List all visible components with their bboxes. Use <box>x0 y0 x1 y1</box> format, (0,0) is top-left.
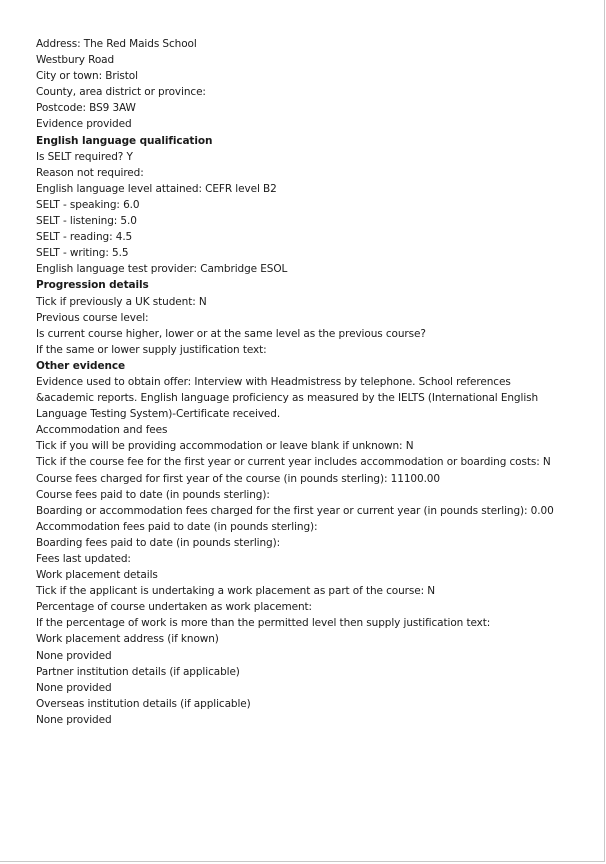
document-line: County, area district or province: <box>36 86 206 99</box>
document-line: Tick if you will be providing accommodation or leave blank if unknown: N <box>36 440 414 453</box>
document-line: Partner institution details (if applicable) <box>36 665 240 678</box>
section-heading: Progression details <box>36 279 149 292</box>
document-line: Fees last updated: <box>36 553 131 565</box>
document-line: None provided <box>36 681 112 694</box>
document-line: Evidence used to obtain offer: Interview with Headmistress by telephone. School references &academic reports. English language proficiency as measured by the IELTS (International English Language Testing System)-Certificate received. <box>36 375 539 421</box>
document-line: Tick if previously a UK student: N <box>36 295 207 308</box>
document-line: Boarding or accommodation fees charged for the first year or current year (in pounds sterling): 0.00 <box>36 504 554 517</box>
document-line: Postcode: BS9 3AW <box>36 102 136 115</box>
document-line: Work placement details <box>36 569 158 582</box>
document-line: Course fees charged for first year of the course (in pounds sterling): 11100.00 <box>36 472 440 485</box>
document-line: SELT - writing: 5.5 <box>36 247 129 260</box>
document-line: English language level attained: CEFR level B2 <box>36 182 277 195</box>
document-line: Is SELT required? Y <box>36 150 133 163</box>
document-line: Overseas institution details (if applicable) <box>36 697 251 710</box>
document-line: Accommodation fees paid to date (in pounds sterling): <box>36 520 318 533</box>
document-line: SELT - reading: 4.5 <box>36 231 133 244</box>
document-line: Previous course level: <box>36 311 149 324</box>
document-line: Is current course higher, lower or at the same level as the previous course? <box>36 327 426 340</box>
document-line: Accommodation and fees <box>36 424 168 437</box>
document-line: Percentage of course undertaken as work placement: <box>36 601 312 614</box>
document-line: Work placement address (if known) <box>36 633 219 646</box>
document-line: SELT - speaking: 6.0 <box>36 198 140 211</box>
document-line: Westbury Road <box>36 54 115 67</box>
document-line: If the same or lower supply justification text: <box>36 343 267 356</box>
document-line: Boarding fees paid to date (in pounds sterling): <box>36 536 281 549</box>
section-heading: Other evidence <box>36 359 125 372</box>
document-line: Tick if the applicant is undertaking a work placement as part of the course: N <box>36 585 436 598</box>
document-line: Evidence provided <box>36 118 132 131</box>
document-line: None provided <box>36 713 112 726</box>
document-line: Reason not required: <box>36 166 144 179</box>
section-heading: English language qualification <box>36 134 213 147</box>
document-line: If the percentage of work is more than the permitted level then supply justification text: <box>36 617 491 630</box>
document-line: None provided <box>36 649 112 662</box>
document-line: SELT - listening: 5.0 <box>36 215 137 228</box>
document-line: Tick if the course fee for the first year or current year includes accommodation or boarding costs: N <box>36 456 551 469</box>
document-line: Address: The Red Maids School <box>36 38 197 50</box>
document-line: English language test provider: Cambridge ESOL <box>36 263 288 276</box>
document-body <box>36 36 566 728</box>
document-line: Course fees paid to date (in pounds sterling): <box>36 488 270 501</box>
document-line: City or town: Bristol <box>36 70 138 83</box>
